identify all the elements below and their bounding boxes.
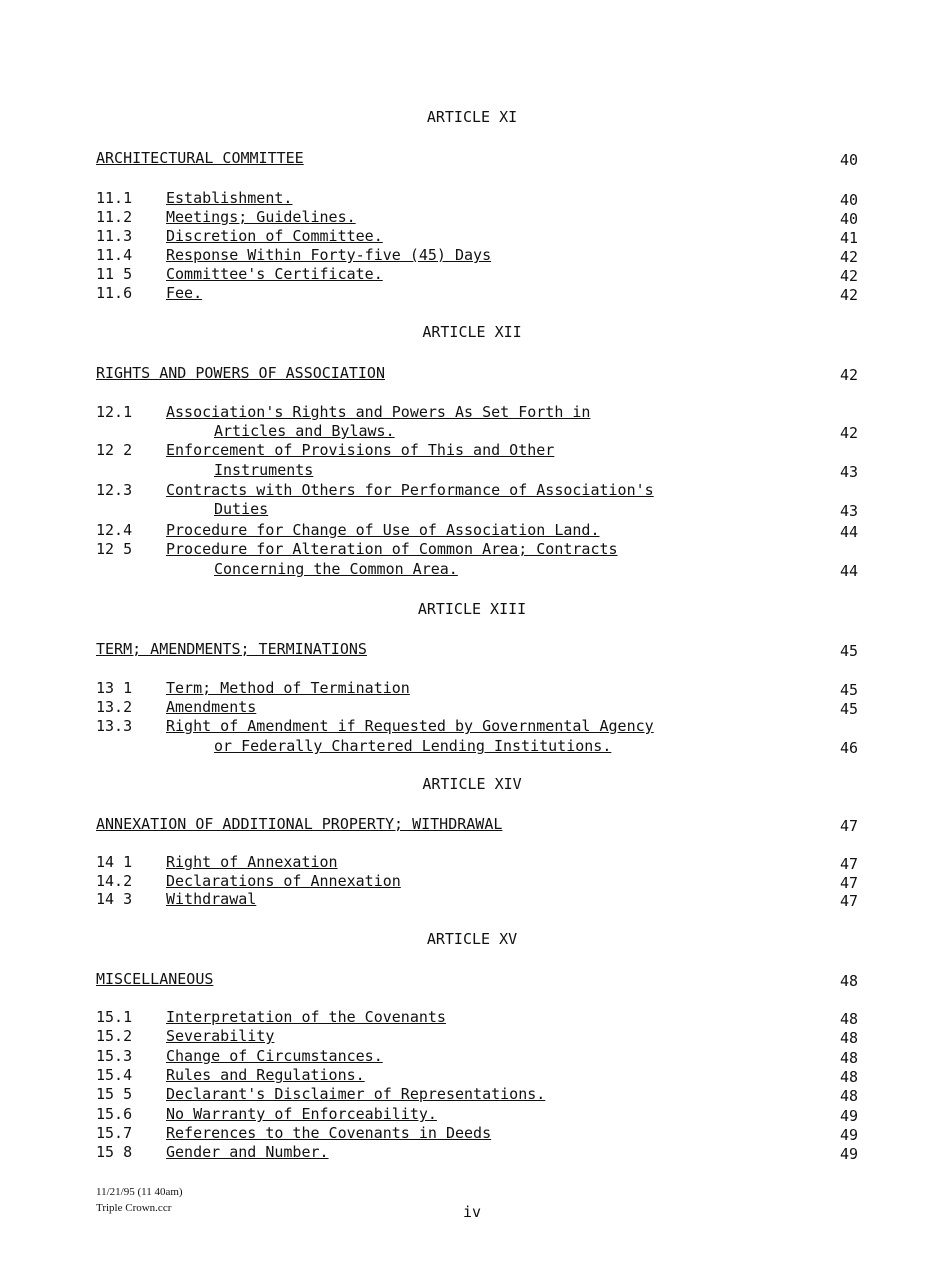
section-title: Right of Annexation <box>166 853 338 871</box>
article-page-number: 42 <box>839 366 858 384</box>
footer-date: 11/21/95 (11 40am) <box>96 1186 183 1198</box>
article-page-number: 48 <box>839 972 858 990</box>
section-title: Committee's Certificate. <box>166 265 383 283</box>
section-number: 15 8 <box>96 1143 133 1161</box>
article-heading: ARTICLE XV <box>426 930 518 948</box>
footer-filename: Triple Crown.ccr <box>96 1202 172 1214</box>
section-number: 12.3 <box>96 481 133 499</box>
article-title: MISCELLANEOUS <box>96 970 214 988</box>
section-title: Discretion of Committee. <box>166 227 383 245</box>
section-page-number: 42 <box>839 286 858 304</box>
section-title: Concerning the Common Area. <box>214 560 458 578</box>
section-page-number: 43 <box>839 502 858 520</box>
section-number: 11.6 <box>96 284 133 302</box>
section-title: Contracts with Others for Performance of Association's <box>166 481 654 499</box>
section-title: Term; Method of Termination <box>166 679 410 697</box>
section-number: 11.4 <box>96 246 133 264</box>
section-title: No Warranty of Enforceability. <box>166 1105 437 1123</box>
section-page-number: 44 <box>839 523 858 541</box>
section-page-number: 43 <box>839 463 858 481</box>
article-heading: ARTICLE XIII <box>417 600 527 618</box>
section-page-number: 48 <box>839 1010 858 1028</box>
section-number: 14 1 <box>96 853 133 871</box>
section-title: Declarations of Annexation <box>166 872 401 890</box>
section-number: 15.4 <box>96 1066 133 1084</box>
section-number: 12.1 <box>96 403 133 421</box>
section-title: Withdrawal <box>166 890 257 908</box>
section-title: Gender and Number. <box>166 1143 329 1161</box>
section-title: Response Within Forty-five (45) Days <box>166 246 492 264</box>
section-title: Articles and Bylaws. <box>214 422 395 440</box>
section-page-number: 46 <box>839 739 858 757</box>
section-number: 14 3 <box>96 890 133 908</box>
section-title: Declarant's Disclaimer of Representations. <box>166 1085 546 1103</box>
section-number: 14.2 <box>96 872 133 890</box>
article-title: ANNEXATION OF ADDITIONAL PROPERTY; WITHDRAWAL <box>96 815 503 833</box>
section-title: Enforcement of Provisions of This and Other <box>166 441 555 459</box>
section-title: Duties <box>214 500 269 518</box>
section-number: 12 5 <box>96 540 133 558</box>
section-page-number: 48 <box>839 1029 858 1047</box>
section-title: Severability <box>166 1027 275 1045</box>
section-page-number: 47 <box>839 855 858 873</box>
section-title: Fee. <box>166 284 203 302</box>
section-number: 15.7 <box>96 1124 133 1142</box>
section-title: Procedure for Alteration of Common Area; Contracts <box>166 540 618 558</box>
section-page-number: 45 <box>839 700 858 718</box>
section-page-number: 48 <box>839 1087 858 1105</box>
section-title: Establishment. <box>166 189 293 207</box>
section-title: References to the Covenants in Deeds <box>166 1124 492 1142</box>
article-title: ARCHITECTURAL COMMITTEE <box>96 149 304 167</box>
section-number: 15.3 <box>96 1047 133 1065</box>
section-page-number: 49 <box>839 1145 858 1163</box>
section-title: Right of Amendment if Requested by Governmental Agency <box>166 717 654 735</box>
section-number: 15 5 <box>96 1085 133 1103</box>
section-page-number: 40 <box>839 210 858 228</box>
section-title: Change of Circumstances. <box>166 1047 383 1065</box>
section-title: Interpretation of the Covenants <box>166 1008 446 1026</box>
article-heading: ARTICLE XI <box>426 108 518 126</box>
section-number: 15.1 <box>96 1008 133 1026</box>
section-number: 13.2 <box>96 698 133 716</box>
section-title: Association's Rights and Powers As Set Forth in <box>166 403 591 421</box>
section-number: 11.2 <box>96 208 133 226</box>
section-number: 11 5 <box>96 265 133 283</box>
page-number: iv <box>462 1203 482 1221</box>
article-page-number: 40 <box>839 151 858 169</box>
section-number: 15.2 <box>96 1027 133 1045</box>
section-number: 13 1 <box>96 679 133 697</box>
section-page-number: 48 <box>839 1049 858 1067</box>
article-page-number: 45 <box>839 642 858 660</box>
article-heading: ARTICLE XII <box>422 323 522 341</box>
section-page-number: 47 <box>839 874 858 892</box>
section-page-number: 42 <box>839 424 858 442</box>
section-page-number: 42 <box>839 267 858 285</box>
section-number: 11.1 <box>96 189 133 207</box>
section-page-number: 47 <box>839 892 858 910</box>
section-page-number: 48 <box>839 1068 858 1086</box>
section-number: 13.3 <box>96 717 133 735</box>
section-title: or Federally Chartered Lending Institutions. <box>214 737 612 755</box>
section-page-number: 41 <box>839 229 858 247</box>
section-title: Instruments <box>214 461 314 479</box>
section-page-number: 49 <box>839 1107 858 1125</box>
section-page-number: 45 <box>839 681 858 699</box>
article-page-number: 47 <box>839 817 858 835</box>
article-title: RIGHTS AND POWERS OF ASSOCIATION <box>96 364 385 382</box>
section-number: 12 2 <box>96 441 133 459</box>
section-page-number: 49 <box>839 1126 858 1144</box>
section-number: 12.4 <box>96 521 133 539</box>
article-heading: ARTICLE XIV <box>422 775 522 793</box>
section-page-number: 42 <box>839 248 858 266</box>
section-title: Meetings; Guidelines. <box>166 208 356 226</box>
section-title: Amendments <box>166 698 257 716</box>
section-number: 15.6 <box>96 1105 133 1123</box>
section-title: Procedure for Change of Use of Association Land. <box>166 521 600 539</box>
section-page-number: 44 <box>839 562 858 580</box>
section-title: Rules and Regulations. <box>166 1066 365 1084</box>
section-page-number: 40 <box>839 191 858 209</box>
article-title: TERM; AMENDMENTS; TERMINATIONS <box>96 640 367 658</box>
section-number: 11.3 <box>96 227 133 245</box>
